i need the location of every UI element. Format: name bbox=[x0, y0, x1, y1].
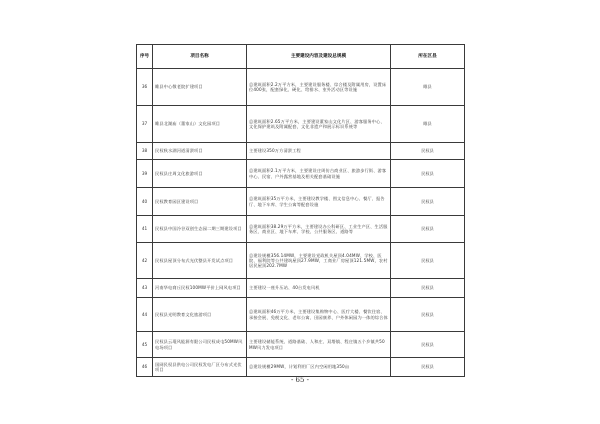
table-row bbox=[137, 358, 465, 377]
row-no: 36 bbox=[137, 69, 153, 106]
row-no: 43 bbox=[137, 279, 153, 298]
row-content: 总建筑面积2.65万平方米，主要建设董家山文化片区、游客服务中心、文化保护建筑及附属配套，文化非遗产和展示标识系统等 bbox=[247, 106, 391, 143]
row-content: 总建设规模29MW，计划利用厂区内空闲用地350亩 bbox=[247, 358, 391, 377]
table-row bbox=[137, 332, 465, 358]
row-county: 睢县 bbox=[391, 106, 465, 143]
table-row bbox=[137, 143, 465, 160]
row-content: 总建设规模356.14MW，主要建设党政机关屋顶4.04MW、学校、医院、福利院等公共建筑屋顶27.9MW，工商业厂房屋顶121.5MW，农村居民屋顶202.7MW bbox=[247, 243, 391, 279]
table-header-row bbox=[137, 45, 465, 69]
project-table bbox=[136, 44, 465, 377]
row-project-name: 民权秋水湖河道清淤项目 bbox=[153, 143, 247, 160]
row-project-name: 民权县中国冷谷双创生态园二期三期建设项目 bbox=[153, 216, 247, 243]
row-project-name: 民权县云琨风能源有限公司民权成屯50MW风电场项目 bbox=[153, 332, 247, 358]
row-project-name: 河南华电商丘民权100MW平价上网风电项目 bbox=[153, 279, 247, 298]
table-row bbox=[137, 106, 465, 143]
row-no: 37 bbox=[137, 106, 153, 143]
row-county: 民权县 bbox=[391, 332, 465, 358]
row-county: 民权县 bbox=[391, 298, 465, 332]
row-content: 总建筑面积38.29万平方米，主要建设办公科研区、工业生产区、生活服务区、商业区、地下车库、学校、公共服务区、道路等 bbox=[247, 216, 391, 243]
header-project-name: 项目名称 bbox=[153, 45, 247, 69]
row-project-name: 睢县中心敬老院扩建项目 bbox=[153, 69, 247, 106]
row-county: 民权县 bbox=[391, 188, 465, 216]
header-county: 所在区县 bbox=[391, 45, 465, 69]
row-content: 主要建设储能系统、道路基础、人和庄、双塔镇、程庄镇五个乡镇共50MW风力发电项目 bbox=[247, 332, 391, 358]
row-content: 总建筑面积35万平方米，主要建设教学楼、图文信息中心、餐厅、报告厅、地下车库、学生公寓等配套设施 bbox=[247, 188, 391, 216]
page-number: - 65 - bbox=[290, 376, 310, 384]
table-row bbox=[137, 160, 465, 188]
row-county: 民权县 bbox=[391, 279, 465, 298]
row-no: 44 bbox=[137, 298, 153, 332]
row-content: 主要建设350万方清淤工程 bbox=[247, 143, 391, 160]
row-no: 46 bbox=[137, 358, 153, 377]
header-content: 主要建设内容及建设总规模 bbox=[247, 45, 391, 69]
row-no: 45 bbox=[137, 332, 153, 358]
row-project-name: 民权县庄周文化旅游项目 bbox=[153, 160, 247, 188]
table-row bbox=[137, 279, 465, 298]
row-county: 睢县 bbox=[391, 69, 465, 106]
row-county: 民权县 bbox=[391, 243, 465, 279]
row-no: 40 bbox=[137, 188, 153, 216]
row-county: 民权县 bbox=[391, 143, 465, 160]
table-row bbox=[137, 243, 465, 279]
table-row bbox=[137, 298, 465, 332]
row-content: 总建筑面积46万平方米，主要建设集购物中心、医疗大楼、餐饮住宿、承接会展、免税文化、老年公寓、田园康养、户外休闲园为一体的综合体 bbox=[247, 298, 391, 332]
row-content: 总建筑面积2.1万平方米，主要建设庄周仿古商业区、旅游步行街、游客中心、民宿、户外露营基地及相关配套基础设施 bbox=[247, 160, 391, 188]
row-county: 民权县 bbox=[391, 216, 465, 243]
table-row bbox=[137, 188, 465, 216]
row-county: 民权县 bbox=[391, 358, 465, 377]
row-content: 总建筑面积2.2万平方米，主要建设服务楼、综合楼及附属用房，设置床位400张，配套绿化、硬化、给排水、室外活动区等设施 bbox=[247, 69, 391, 106]
row-project-name: 民权县光明教育文化旅游项目 bbox=[153, 298, 247, 332]
row-no: 39 bbox=[137, 160, 153, 188]
table-row bbox=[137, 69, 465, 106]
table-row bbox=[137, 216, 465, 243]
row-project-name: 睢县北湖庙（董家山）文化园项目 bbox=[153, 106, 247, 143]
row-project-name: 民权县屋顶分布式光伏整县开发试点项目 bbox=[153, 243, 247, 279]
row-no: 42 bbox=[137, 243, 153, 279]
header-no: 序号 bbox=[137, 45, 153, 69]
row-project-name: 国网民权县供电公司民权发电厂区分布式光伏项目 bbox=[153, 358, 247, 377]
row-no: 41 bbox=[137, 216, 153, 243]
row-project-name: 民权教育园区建设项目 bbox=[153, 188, 247, 216]
row-county: 民权县 bbox=[391, 160, 465, 188]
row-content: 主要建设一座升压站、40台发电风机 bbox=[247, 279, 391, 298]
row-no: 38 bbox=[137, 143, 153, 160]
